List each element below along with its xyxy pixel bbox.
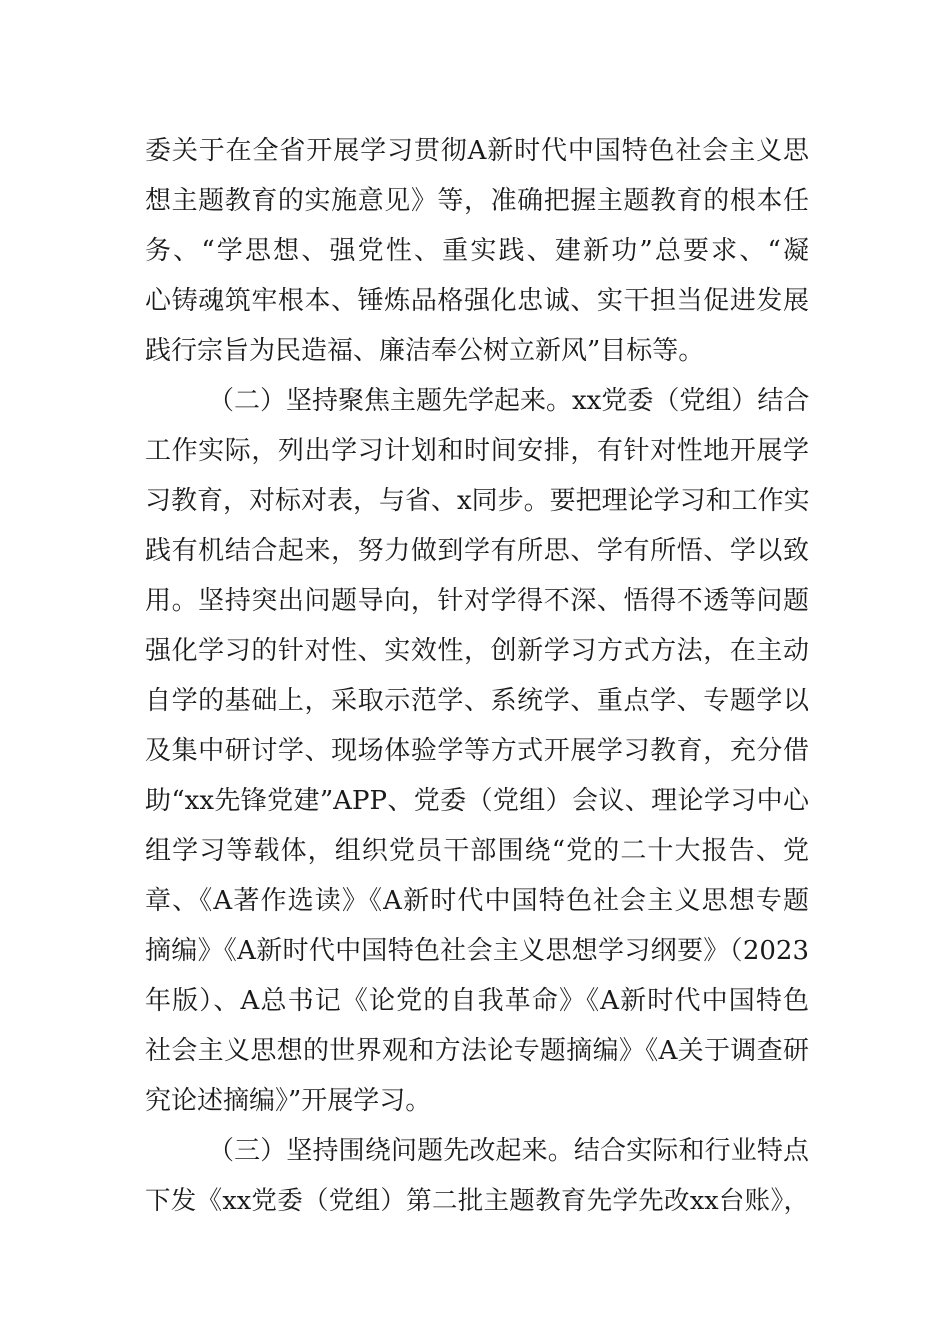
- paragraph-1-line-5: 践行宗旨为民造福、廉洁奉公树立新风”目标等。: [145, 336, 705, 366]
- paragraph-2-line-8: 及集中研讨学、现场体验学等方式开展学习教育，充分借: [145, 736, 809, 766]
- paragraph-1-line-1: 委关于在全省开展学习贯彻A新时代中国特色社会主义思: [145, 136, 809, 166]
- paragraph-2-line-11: 章、《A著作选读》《A新时代中国特色社会主义思想专题: [145, 886, 809, 916]
- paragraph-2-line-5: 用。坚持突出问题导向，针对学得不深、悟得不透等问题: [145, 586, 809, 616]
- paragraph-2-line-2: 工作实际，列出学习计划和时间安排，有针对性地开展学: [145, 436, 809, 466]
- paragraph-3-line-1: （三）坚持围绕问题先改起来。结合实际和行业特点: [208, 1136, 809, 1166]
- paragraph-1-line-4: 心铸魂筑牢根本、锤炼品格强化忠诚、实干担当促进发展: [145, 286, 809, 316]
- paragraph-2-line-3: 习教育，对标对表，与省、x同步。要把理论学习和工作实: [145, 486, 810, 516]
- paragraph-2-line-7: 自学的基础上，采取示范学、系统学、重点学、专题学以: [145, 686, 809, 716]
- paragraph-2-line-10: 组学习等载体，组织党员干部围绕“党的二十大报告、党: [145, 836, 809, 866]
- paragraph-2-line-13: 年版）、A总书记《论党的自我革命》《A新时代中国特色: [145, 986, 809, 1016]
- paragraph-2-line-12: 摘编》《A新时代中国特色社会主义思想学习纲要》（2023: [145, 936, 809, 966]
- paragraph-1-line-3: 务、“学思想、强党性、重实践、建新功”总要求、“凝: [145, 236, 809, 266]
- paragraph-2-line-15: 究论述摘编》”开展学习。: [145, 1086, 432, 1116]
- paragraph-2-line-9: 助“xx先锋党建”APP、党委（党组）会议、理论学习中心: [145, 786, 809, 816]
- paragraph-2-line-6: 强化学习的针对性、实效性，创新学习方式方法，在主动: [145, 636, 809, 666]
- paragraph-2-line-14: 社会主义思想的世界观和方法论专题摘编》《A关于调查研: [145, 1036, 809, 1066]
- paragraph-2-line-1: （二）坚持聚焦主题先学起来。xx党委（党组）结合: [208, 386, 810, 416]
- paragraph-1-line-2: 想主题教育的实施意见》等，准确把握主题教育的根本任: [145, 186, 809, 216]
- paragraph-3-line-2: 下发《xx党委（党组）第二批主题教育先学先改xx台账》，: [145, 1186, 809, 1216]
- paragraph-2-line-4: 践有机结合起来，努力做到学有所思、学有所悟、学以致: [145, 536, 809, 566]
